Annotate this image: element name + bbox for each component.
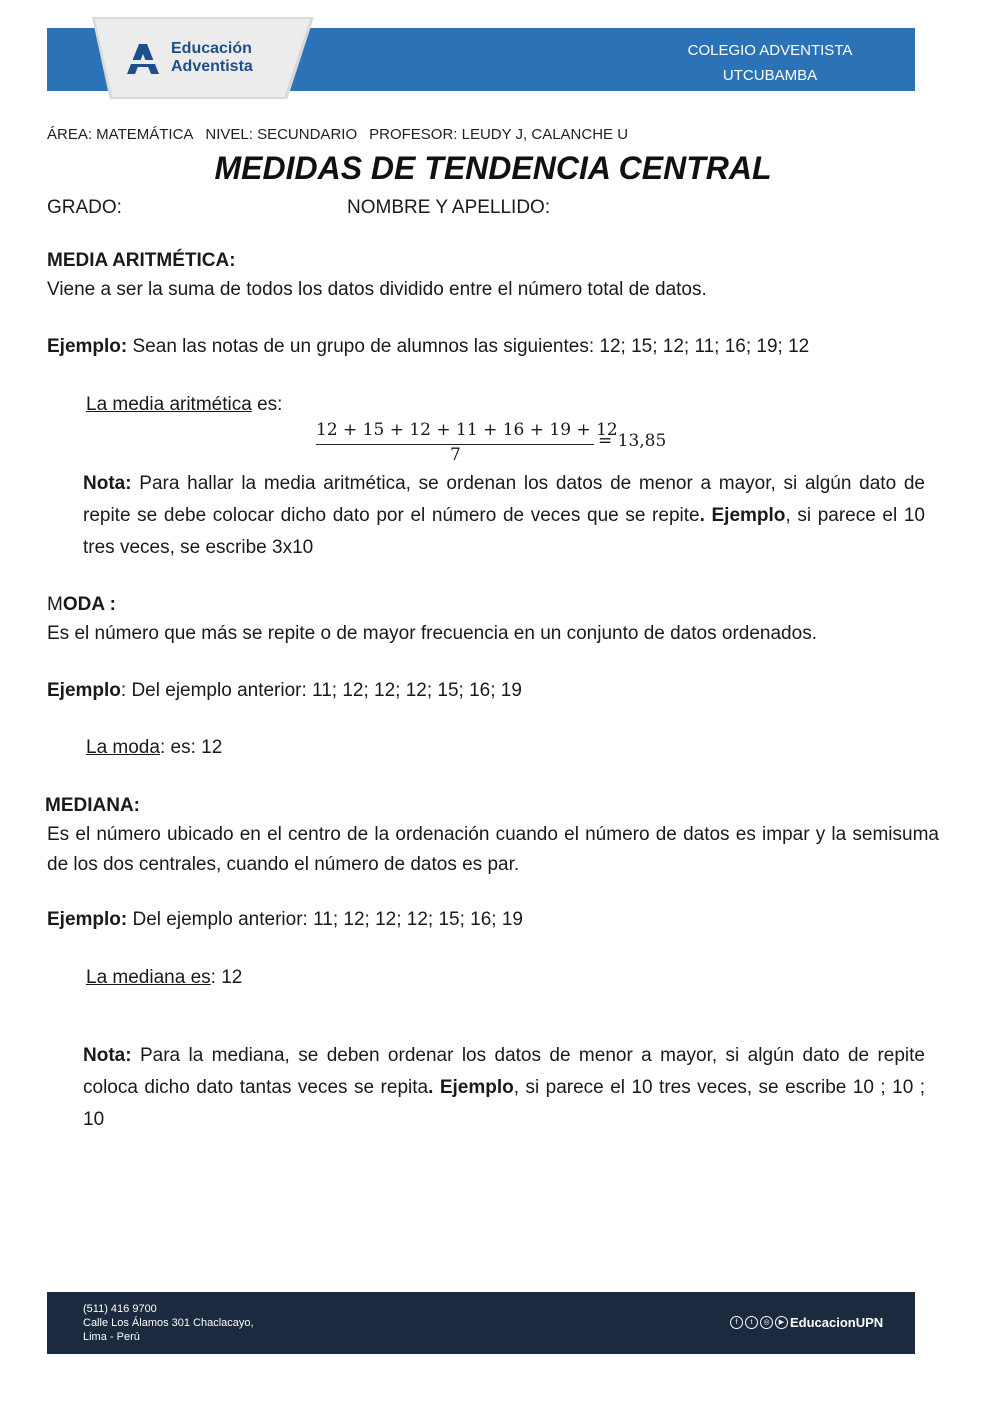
moda-result-label: La moda	[86, 737, 160, 758]
educacion-adventista-logo-icon	[127, 42, 161, 76]
footer-bar	[47, 1292, 915, 1354]
media-example-text: Sean las notas de un grupo de alumnos las siguientes: 12; 15; 12; 11; 16; 19; 12	[127, 336, 810, 357]
moda-definition: Es el número que más se repite o de mayor frecuencia en un conjunto de datos ordenados.	[47, 623, 817, 644]
moda-heading-m: M	[47, 594, 63, 615]
media-result-suffix: es:	[251, 394, 283, 415]
profesor-label: PROFESOR: LEUDY J, CALANCHE U	[369, 126, 629, 143]
grado-field: GRADO:	[47, 197, 122, 218]
media-example-label: Ejemplo:	[47, 336, 128, 357]
youtube-icon[interactable]: ▶	[775, 1316, 788, 1329]
formula-numerator: 12 + 15 + 12 + 11 + 16 + 19 + 12	[316, 420, 618, 440]
footer-phone: (511) 416 9700	[83, 1303, 157, 1315]
media-note-label: Nota:	[83, 473, 132, 494]
media-result-label: La media aritmética	[86, 394, 252, 415]
area-label: ÁREA: MATEMÁTICA	[47, 126, 194, 143]
mediana-example-text: Del ejemplo anterior: 11; 12; 12; 12; 15; 16; 19	[127, 909, 523, 930]
moda-heading-rest: ODA :	[62, 594, 116, 615]
mediana-result-suffix: : 12	[210, 967, 243, 988]
logo-text	[171, 40, 253, 76]
meta-line	[47, 126, 640, 143]
moda-result-suffix: : es: 12	[159, 737, 223, 758]
moda-example-label: Ejemplo	[47, 680, 121, 701]
mediana-heading: MEDIANA:	[45, 795, 140, 816]
mediana-example	[47, 905, 523, 935]
school-line-2: UTCUBAMBA	[722, 67, 818, 84]
media-result	[86, 390, 282, 420]
mediana-note	[83, 1040, 925, 1136]
school-name	[660, 38, 880, 88]
instagram-icon[interactable]: ◎	[760, 1316, 773, 1329]
media-example	[47, 332, 809, 362]
social-icons	[730, 1316, 788, 1329]
mediana-result	[86, 963, 242, 993]
mediana-note-text-1: Para la mediana, se deben ordenar los datos de menor a mayor, si algún dato de repite coloca dicho dato tantas veces se repita	[83, 1045, 925, 1098]
facebook-icon[interactable]: f	[730, 1316, 743, 1329]
nivel-label: NIVEL: SECUNDARIO	[205, 126, 358, 143]
footer-address	[83, 1302, 254, 1344]
moda-heading	[47, 590, 116, 620]
school-line-1: COLEGIO ADVENTISTA	[687, 42, 853, 59]
media-note	[83, 468, 925, 564]
page-title: MEDIDAS DE TENDENCIA CENTRAL	[214, 150, 772, 186]
footer-brand: EducacionUPN	[790, 1315, 884, 1330]
mediana-note-text-2: , si parece el 10 tres veces, se escribe 10 ; 10 ; 10	[83, 1077, 926, 1130]
media-note-text-1: Para hallar la media aritmética, se ordenan los datos de menor a mayor, si algún dato de repite se debe colocar dicho dato por el número de veces que se repite	[83, 473, 925, 526]
mediana-note-bold: . Ejemplo	[428, 1077, 514, 1098]
footer-address-1: Calle Los Álamos 301 Chaclacayo,	[83, 1317, 254, 1329]
moda-example	[47, 676, 522, 706]
media-definition: Viene a ser la suma de todos los datos dividido entre el número total de datos.	[47, 279, 707, 300]
media-heading: MEDIA ARITMÉTICA:	[47, 250, 236, 271]
media-note-bold: . Ejemplo	[699, 505, 786, 526]
formula-denominator: 7	[450, 445, 461, 465]
logo-line-1: Educación	[171, 40, 252, 57]
twitter-icon[interactable]: t	[745, 1316, 758, 1329]
mediana-note-label: Nota:	[83, 1045, 132, 1066]
moda-example-text: : Del ejemplo anterior: 11; 12; 12; 12; 15; 16; 19	[120, 680, 522, 701]
formula-result: = 13,85	[598, 431, 667, 451]
logo-line-2: Adventista	[171, 58, 253, 75]
moda-result	[86, 733, 222, 763]
mediana-result-label: La mediana es	[86, 967, 211, 988]
footer-address-2: Lima - Perú	[83, 1331, 140, 1343]
mediana-definition: Es el número ubicado en el centro de la ordenación cuando el número de datos es impar y la semisuma de los dos centrales, cuando el número de datos es par.	[47, 824, 939, 875]
media-note-text-2: , si parece el 10 tres veces, se escribe 3x10	[83, 505, 925, 558]
mediana-example-label: Ejemplo:	[47, 909, 128, 930]
nombre-field: NOMBRE Y APELLIDO:	[347, 197, 551, 218]
